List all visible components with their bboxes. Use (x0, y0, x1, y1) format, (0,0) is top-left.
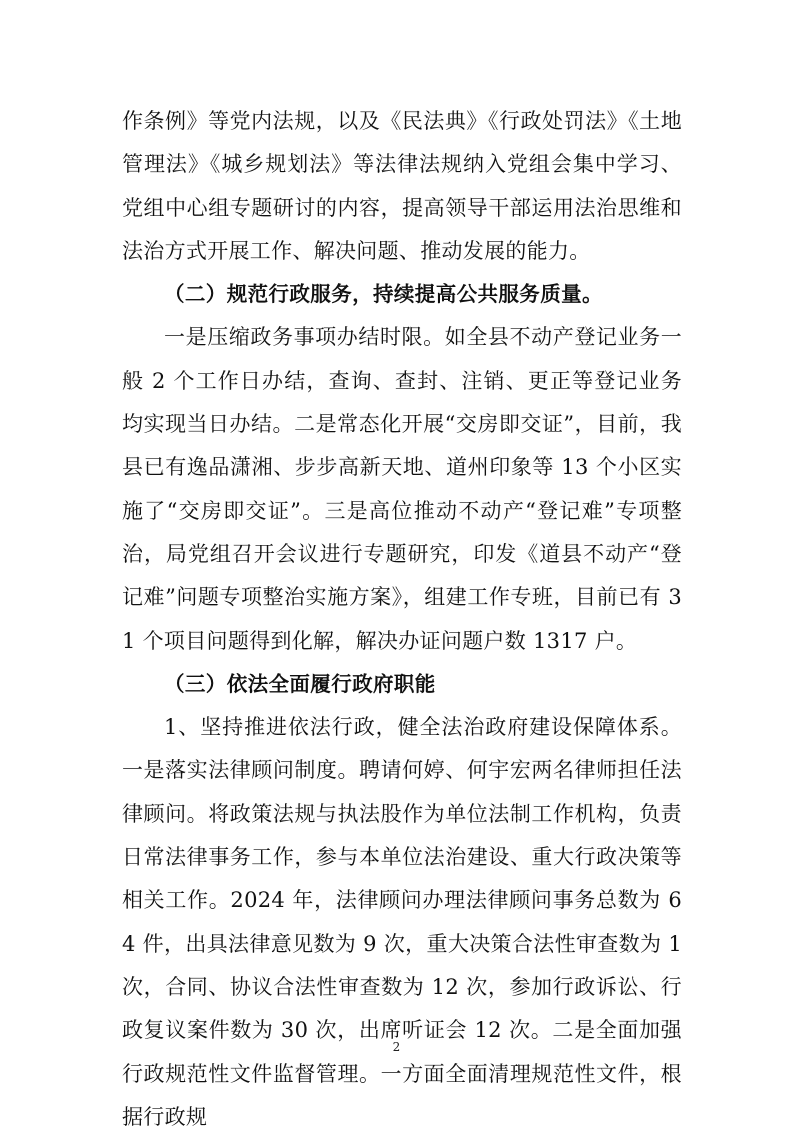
section-heading-administrative-service: （二）规范行政服务，持续提高公共服务质量。 (164, 282, 603, 307)
paragraph-legal-study: 作条例》等党内法规，以及《民法典》《行政处罚法》《土地管理法》《城乡规划法》等法律法规纳入党组会集中学习、党组中心组专题研讨的内容，提高领导干部运用法治思维和法治方式开展工作、解决问题、推动发展的能力。 (122, 109, 682, 263)
section-heading-government-functions: （三）依法全面履行政府职能 (164, 671, 436, 696)
page-number: 2 (392, 1040, 401, 1054)
paragraph-service-measures: 一是压缩政务事项办结时限。如全县不动产登记业务一般 2 个工作日办结，查询、查封、注销、更正等登记业务均实现当日办结。二是常态化开展“交房即交证”，目前，我县已有逸品潇湘、步步高新天地、道州印象等 13 个小区实施了“交房即交证”。三是高位推动不动产“登记难”专项整治，局党组召开会议进行专题研究，印发《道县不动产“登记难”问题专项整治实施方案》，组建工作专班，目前已有 31 个项目问题得到化解，解决办证问题户数 1317 户。 (122, 325, 682, 653)
paragraph-legal-administration: 1、坚持推进依法行政，健全法治政府建设保障体系。一是落实法律顾问制度。聘请何婷、何宇宏两名律师担任法律顾问。将政策法规与执法股作为单位法制工作机构，负责日常法律事务工作，参与本单位法治建设、重大行政决策等相关工作。2024 年，法律顾问办理法律顾问事务总数为 64 件，出具法律意见数为 9 次，重大决策合法性审查数为 1 次，合同、协议合法性审查数为 12 次，参加行政诉讼、行政复议案件数为 30 次，出席听证会 12 次。二是全面加强行政规范性文件监督管理。一方面全面清理规范性文件，根据行政规 (122, 715, 682, 1129)
document-body (122, 100, 682, 1139)
